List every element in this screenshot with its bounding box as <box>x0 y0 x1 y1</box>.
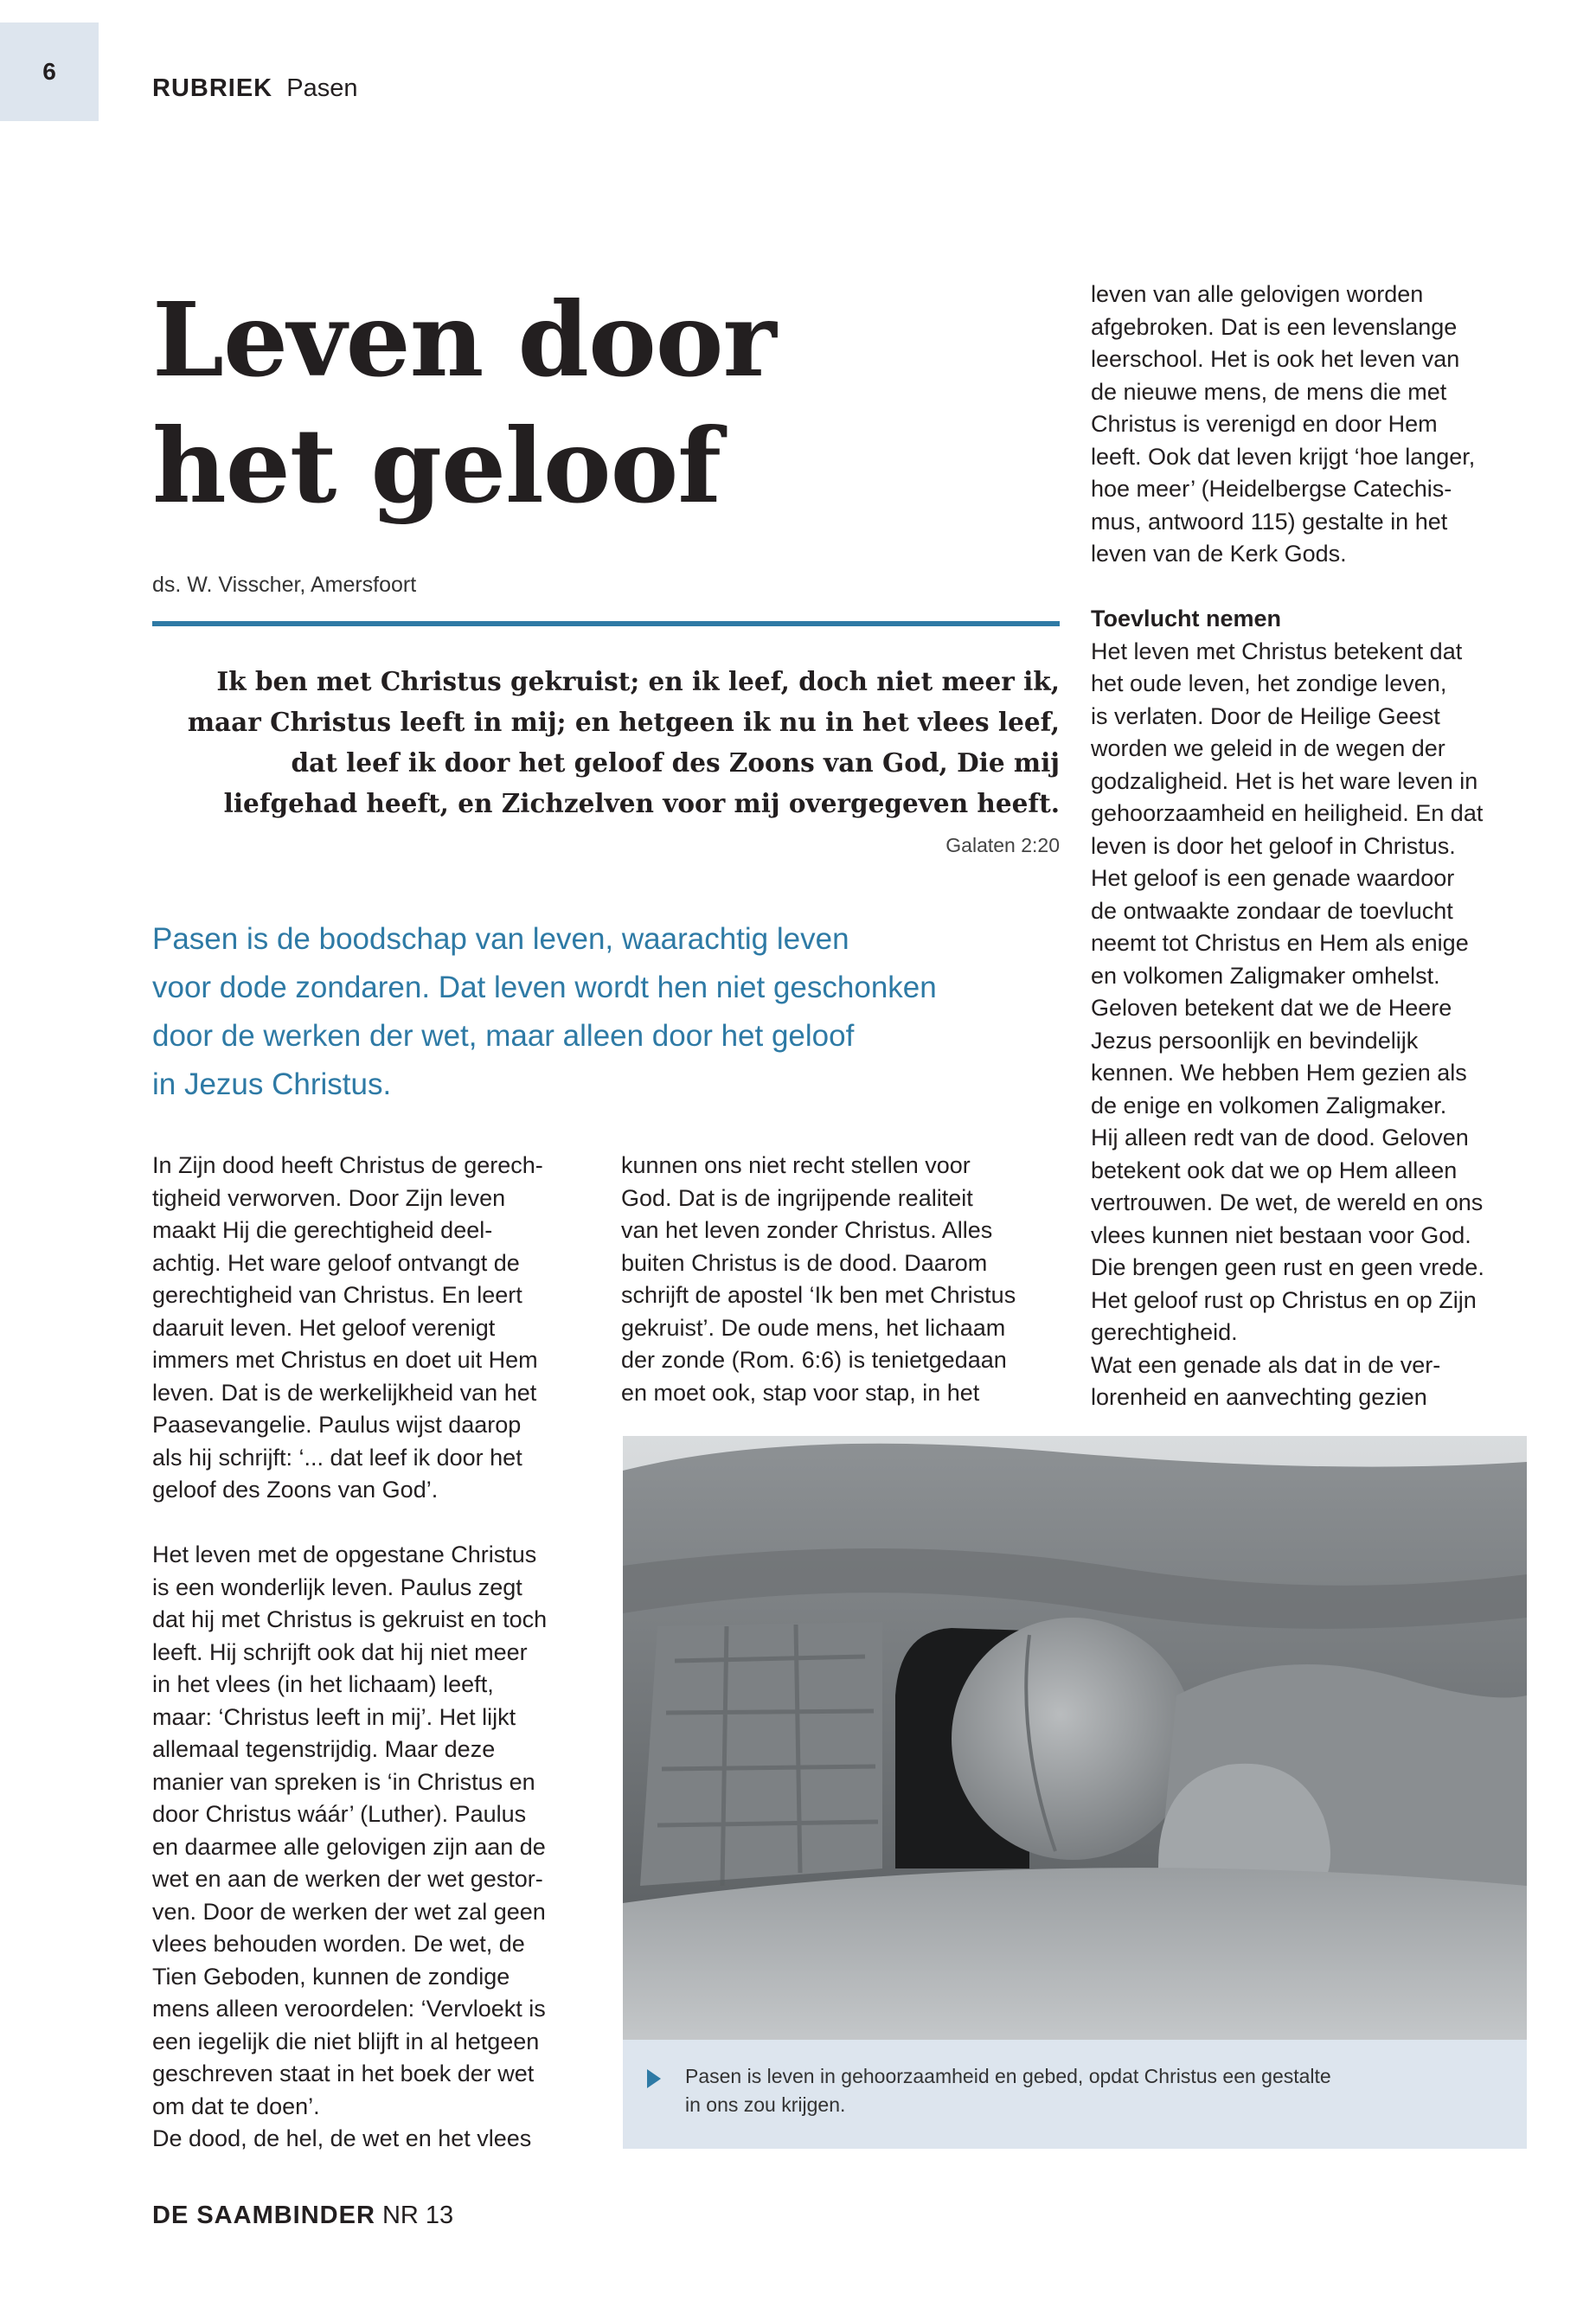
body-column-1 <box>152 1150 602 2156</box>
body-line: Hij alleen redt van de dood. Geloven <box>1091 1125 1469 1150</box>
body-line: Wat een genade als dat in de ver- <box>1091 1351 1441 1378</box>
body-line: het oude leven, het zondige leven, <box>1091 670 1447 696</box>
body-line: in het vlees (in het lichaam) leeft, <box>152 1671 494 1697</box>
ground <box>623 1868 1527 2040</box>
body-line: is verlaten. Door de Heilige Geest <box>1091 702 1440 729</box>
section-header <box>152 74 357 103</box>
body-line: In Zijn dood heeft Christus de gerech- <box>152 1152 543 1178</box>
body-line: leerschool. Het is ook het leven van <box>1091 346 1460 372</box>
lead-line: Pasen is de boodschap van leven, waarachtig leven <box>152 922 849 956</box>
subheading: Toevlucht nemen <box>1091 606 1282 631</box>
body-line: vlees kunnen niet bestaan voor God. <box>1091 1221 1471 1248</box>
lead-line: in Jezus Christus. <box>152 1067 392 1101</box>
body-line: achtig. Het ware geloof ontvangt de <box>152 1249 520 1276</box>
body-line: wet en aan de werken der wet gestor- <box>152 1866 543 1892</box>
body-line: leven. Dat is de werkelijkheid van het <box>152 1379 537 1406</box>
body-line: gerechtigheid van Christus. En leert <box>152 1282 522 1308</box>
section-label: RUBRIEK <box>152 74 273 102</box>
body-line: mens alleen veroordelen: ‘Vervloekt is <box>152 1996 546 2022</box>
body-line: mus, antwoord 115) gestalte in het <box>1091 508 1448 535</box>
body-line: maar: ‘Christus leeft in mij’. Het lijkt <box>152 1703 516 1730</box>
issue-number: NR 13 <box>381 2202 454 2229</box>
body-line: door Christus wáár’ (Luther). Paulus <box>152 1801 527 1827</box>
paragraph-gap <box>152 1507 602 1540</box>
body-line: allemaal tegenstrijdig. Maar deze <box>152 1736 496 1762</box>
divider <box>152 621 1060 626</box>
body-line: de enige en volkomen Zaligmaker. <box>1091 1092 1447 1118</box>
body-line: leeft. Ook dat leven krijgt ‘hoe langer, <box>1091 443 1476 470</box>
body-line: leven is door het geloof in Christus. <box>1091 832 1456 859</box>
body-line: gerechtigheid. <box>1091 1319 1238 1345</box>
body-line: de ontwaakte zondaar de toevlucht <box>1091 897 1453 924</box>
body-line: om dat te doen’. <box>152 2093 320 2119</box>
body-line: vlees behouden worden. De wet, de <box>152 1931 525 1957</box>
body-line: tigheid verworven. Door Zijn leven <box>152 1184 506 1211</box>
photo-caption <box>623 2040 1527 2149</box>
quote-reference: Galaten 2:20 <box>945 834 1060 856</box>
body-line: Het geloof is een genade waardoor <box>1091 865 1455 891</box>
body-line: van het leven zonder Christus. Alles <box>621 1217 993 1243</box>
body-line: gekruist’. De oude mens, het lichaam <box>621 1314 1006 1341</box>
body-line: schrijft de apostel ‘Ik ben met Christus <box>621 1282 1016 1308</box>
body-line: manier van spreken is ‘in Christus en <box>152 1768 535 1795</box>
body-line: buiten Christus is de dood. Daarom <box>621 1249 988 1276</box>
body-line: worden we geleid in de wegen der <box>1091 735 1445 761</box>
body-line: Het leven met Christus betekent dat <box>1091 638 1463 664</box>
body-column-2 <box>621 1150 1071 1409</box>
paragraph-gap <box>1091 571 1541 604</box>
quote-line: liefgehad heeft, en Zichzelven voor mij overgegeven heeft. <box>223 788 1060 818</box>
magazine-name: DE SAAMBINDER <box>152 2202 375 2229</box>
body-line: betekent ook dat we op Hem alleen <box>1091 1157 1458 1183</box>
body-line: leeft. Hij schrijft ook dat hij niet meer <box>152 1638 528 1665</box>
page-number: 6 <box>0 22 99 121</box>
body-line: immers met Christus en doet uit Hem <box>152 1347 538 1373</box>
body-line: maakt Hij die gerechtigheid deel- <box>152 1217 493 1243</box>
body-line: ven. Door de werken der wet zal geen <box>152 1898 546 1925</box>
body-line: als hij schrijft: ‘... dat leef ik door het <box>152 1444 522 1471</box>
body-line: geloof des Zoons van God’. <box>152 1477 439 1503</box>
body-line: gehoorzaamheid en heiligheid. En dat <box>1091 800 1484 826</box>
body-line: Het leven met de opgestane Christus <box>152 1541 537 1567</box>
body-line: Paasevangelie. Paulus wijst daarop <box>152 1412 522 1438</box>
body-line: Tien Geboden, kunnen de zondige <box>152 1963 510 1990</box>
lead-line: door de werken der wet, maar alleen door het geloof <box>152 1019 855 1053</box>
footer <box>152 2202 453 2230</box>
quote-line: maar Christus leeft in mij; en hetgeen ik nu in het vlees leef, <box>187 707 1060 737</box>
lead-paragraph <box>152 915 1060 1109</box>
body-line: en moet ook, stap voor stap, in het <box>621 1379 980 1406</box>
body-line: godzaligheid. Het is het ware leven in <box>1091 767 1478 794</box>
body-column-3 <box>1091 279 1541 1414</box>
body-line: kennen. We hebben Hem gezien als <box>1091 1060 1467 1086</box>
caption-line: in ons zou krijgen. <box>685 2093 846 2116</box>
body-line: en daarmee alle gelovigen zijn aan de <box>152 1833 546 1860</box>
body-line: God. Dat is de ingrijpende realiteit <box>621 1184 973 1211</box>
caption-line: Pasen is leven in gehoorzaamheid en gebed, opdat Christus een gestalte <box>685 2065 1331 2087</box>
body-line: Jezus persoonlijk en bevindelijk <box>1091 1027 1419 1054</box>
body-line: leven van alle gelovigen worden <box>1091 281 1424 307</box>
body-line: de nieuwe mens, de mens die met <box>1091 378 1447 405</box>
body-line: hoe meer’ (Heidelbergse Catechis- <box>1091 476 1452 502</box>
tomb-photo <box>623 1436 1527 2040</box>
body-line: een iegelijk die niet blijft in al hetgeen <box>152 2028 540 2054</box>
rolling-stone <box>952 1618 1194 1860</box>
lead-line: voor dode zondaren. Dat leven wordt hen niet geschonken <box>152 971 937 1004</box>
body-line: De dood, de hel, de wet en het vlees <box>152 2125 532 2151</box>
body-line: dat hij met Christus is gekruist en toch <box>152 1606 548 1632</box>
body-line: Geloven betekent dat we de Heere <box>1091 995 1452 1021</box>
title-line: Leven door <box>152 279 776 400</box>
quote-line: Ik ben met Christus gekruist; en ik leef, doch niet meer ik, <box>216 666 1060 696</box>
body-line: en volkomen Zaligmaker omhelst. <box>1091 962 1440 989</box>
body-line: afgebroken. Dat is een levenslange <box>1091 313 1458 340</box>
body-line: daaruit leven. Het geloof verenigt <box>152 1314 496 1341</box>
triangle-right-icon <box>647 2069 661 2088</box>
body-line: vertrouwen. De wet, de wereld en ons <box>1091 1189 1484 1215</box>
bible-quote <box>152 661 1060 824</box>
body-line: leven van de Kerk Gods. <box>1091 541 1347 567</box>
section-name: Pasen <box>286 74 358 102</box>
body-line: lorenheid en aanvechting gezien <box>1091 1384 1427 1410</box>
body-line: Het geloof rust op Christus en op Zijn <box>1091 1286 1477 1313</box>
body-line: Die brengen geen rust en geen vrede. <box>1091 1254 1484 1280</box>
body-line: is een wonderlijk leven. Paulus zegt <box>152 1574 522 1600</box>
body-line: neemt tot Christus en Hem als enige <box>1091 930 1469 956</box>
title-line: het geloof <box>152 406 721 526</box>
caption-text <box>685 2062 1331 2119</box>
quote-line: dat leef ik door het geloof des Zoons van God, Die mij <box>291 747 1060 778</box>
article-title <box>152 277 1061 529</box>
byline: ds. W. Visscher, Amersfoort <box>152 573 417 597</box>
body-line: kunnen ons niet recht stellen voor <box>621 1152 971 1178</box>
tomb-illustration <box>623 1436 1527 2040</box>
body-line: geschreven staat in het boek der wet <box>152 2061 535 2086</box>
body-line: der zonde (Rom. 6:6) is tenietgedaan <box>621 1347 1007 1373</box>
body-line: Christus is verenigd en door Hem <box>1091 411 1438 437</box>
